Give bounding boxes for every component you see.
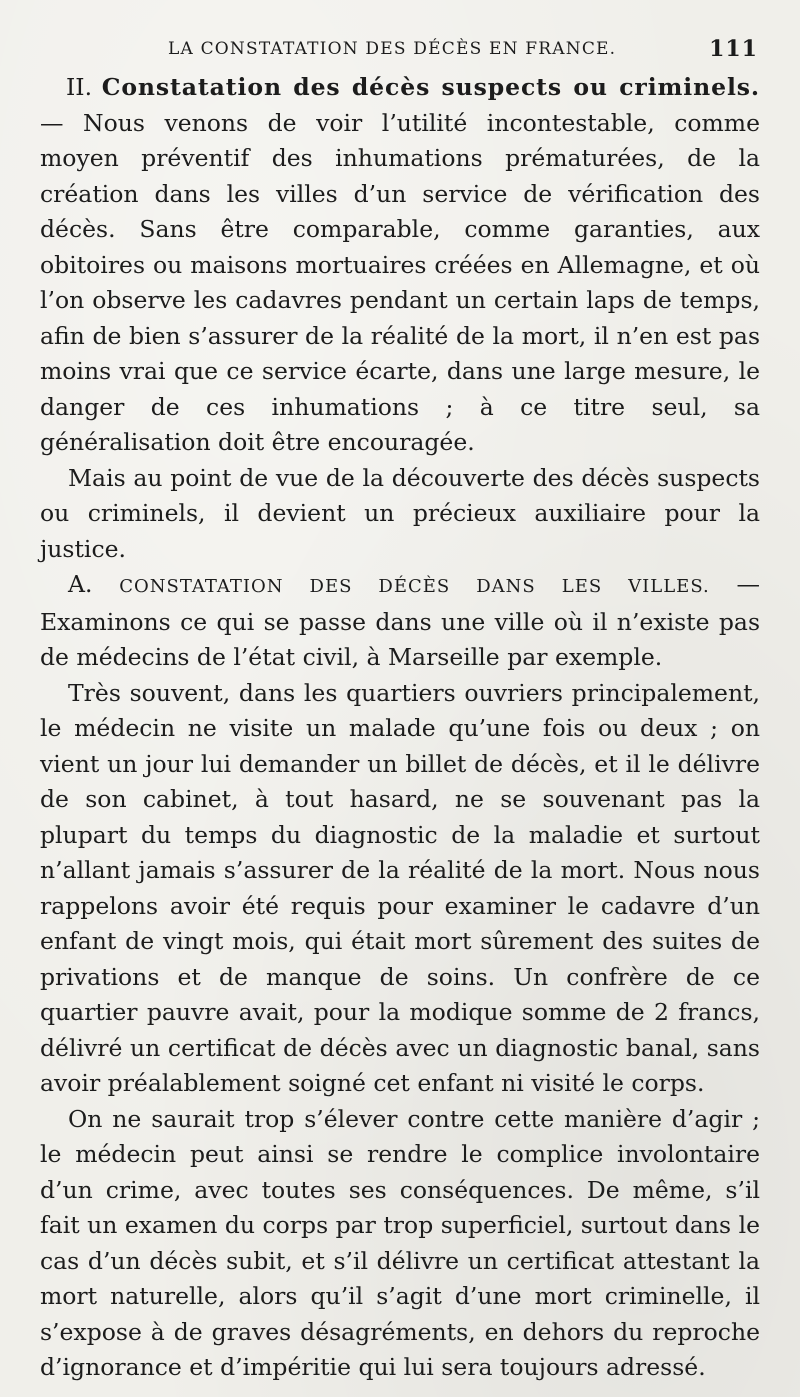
paragraph-text: Nous venons de voir l’utilité incontestable, comme moyen préventif des inhumations prématurées, de la création dans les villes d’un service de vérification des décès. Sans être comparable, comme garanties, aux obitoires ou maisons mortuaires créées en Allemagne, et où l’on observe les cadavres pendant un certain laps de temps, afin de bien s’assurer de la réalité de la mort, il n’en est pas moins vrai que ce service écarte, dans une large mesure, le danger de ces inhumations ; à ce titre seul, sa généralisation doit être encouragée. xyxy=(40,108,760,456)
heading-dash: — xyxy=(40,108,84,137)
paragraph-subsection-a xyxy=(40,567,760,676)
subsection-dash: — xyxy=(709,570,760,598)
paragraph-conclusion: On ne saurait trop s’élever contre cette manière d’agir ; le médecin peut ainsi se rendre le complice involontaire d’un crime, avec toutes ses conséquences. De même, s’il fait un examen du corps par trop superficiel, surtout dans le cas d’un décès subit, et s’il délivre un certificat attestant la mort naturelle, alors qu’il s’agit d’une mort criminelle, il s’expose à de graves désagréments, en dehors du reproche d’ignorance et d’impéritie qui lui sera toujours adressé. xyxy=(40,1104,761,1381)
section-heading: Constatation des décès suspects ou criminels. xyxy=(101,73,760,101)
running-head xyxy=(40,34,760,64)
paragraph-marseille-case: Très souvent, dans les quartiers ouvriers principalement, le médecin ne visite un malade qu’une fois ou deux ; on vient un jour lui demander un billet de décès, et il le délivre de son cabinet, à tout hasard, ne se souvenant pas la plupart du temps du diagnostic de la maladie et surtout n’allant jamais s’assurer de la réalité de la mort. Nous nous rappelons avoir été requis pour examiner le cadavre d’un enfant de vingt mois, qui était mort sûrement des suites de privations et de manque de soins. Un confrère de ce quartier pauvre avait, pour la modique somme de 2 francs, délivré un certificat de décès avec un diagnostic banal, sans avoir préalablement soigné cet enfant ni visité le corps. xyxy=(40,678,760,1097)
section-number: II. xyxy=(66,73,102,101)
paragraph-justice: Mais au point de vue de la découverte des décès suspects ou criminels, il devient un précieux auxiliaire pour la justice. xyxy=(40,463,760,563)
running-title: LA CONSTATATION DES DÉCÈS EN FRANCE. xyxy=(168,39,617,59)
subsection-heading: CONSTATATION DES DÉCÈS DANS LES VILLES. xyxy=(119,576,710,597)
paragraph-section-intro xyxy=(40,70,760,461)
subsection-label: A. xyxy=(68,570,120,598)
paragraph-text: Examinons ce qui se passe dans une ville où il n’existe pas de médecins de l’état civil, à Marseille par exemple. xyxy=(40,607,760,671)
page-number: 111 xyxy=(709,36,758,62)
